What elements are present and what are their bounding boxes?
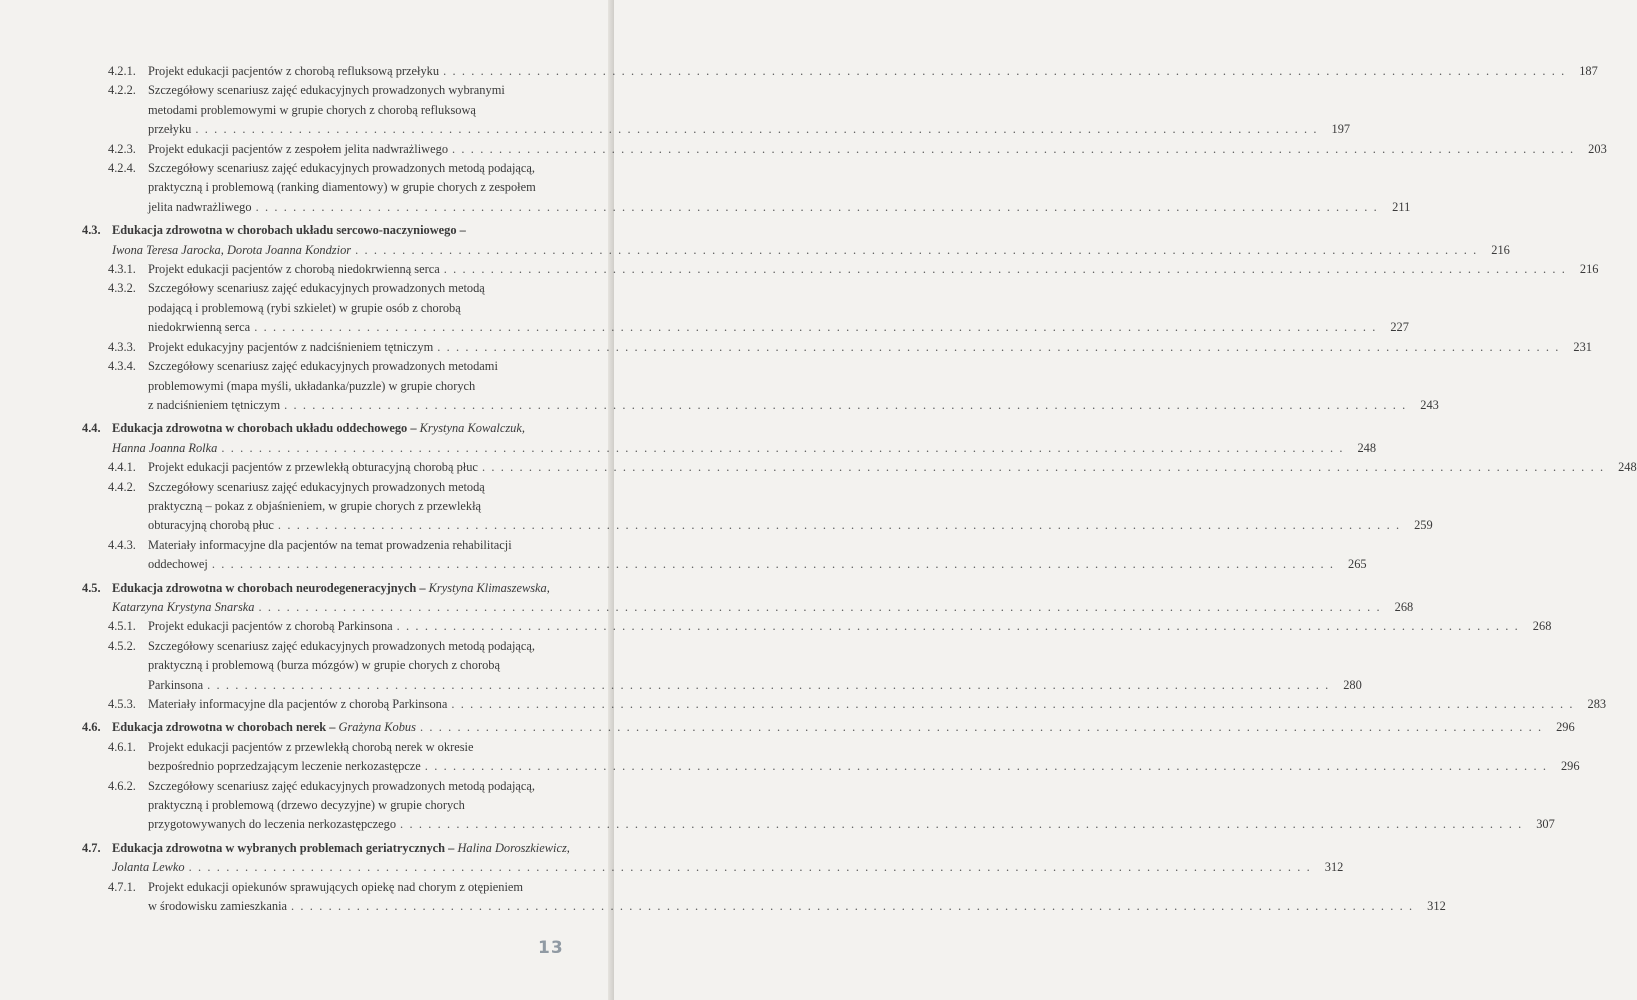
toc-entry-line: praktyczną i problemową (drzewo decyzyjne) w grupie chorych (148, 798, 465, 813)
toc-entry-line: Szczegółowy scenariusz zajęć edukacyjnych prowadzonych wybranymi (148, 83, 505, 98)
toc-entry (82, 579, 1414, 618)
toc-entry-title: obturacyjną chorobą płuc (148, 518, 274, 533)
toc-entry-line: praktyczną – pokaz z objaśnieniem, w grupie chorych z przewlekłą (148, 498, 482, 513)
toc-entry-page: 203 (1588, 141, 1607, 156)
toc-entry-line: podającą i problemową (rybi szkielet) w grupie osób z chorobą (148, 300, 461, 315)
toc-entry-page: 296 (1560, 759, 1580, 774)
toc-leader-dots: . . . . . . . . . . . . . . . . . . . . . . . . . . . . . . . . . . . . . . . . . . . . . . . . . . . . . . . . . . . . . . . . . . . . . . . . . . . . . . . . . . . . . . . . . . . . . . . . . . . . . . . . . . . . . . . . . . . . . . . . (443, 262, 1567, 277)
toc-entry-line: Edukacja zdrowotna w wybranych problemach geriatrycznych – Halina Doroszkiewicz, (112, 840, 570, 855)
toc-entry-title: Projekt edukacji pacjentów z chorobą refluksową przełyku (148, 64, 440, 78)
toc-entry (108, 695, 1607, 714)
toc-entry-page: 187 (1579, 64, 1598, 78)
toc-entry-number: 4.4.1. (108, 460, 136, 475)
toc-entry (108, 81, 1351, 139)
toc-entry (108, 140, 1607, 159)
toc-entry-number: 4.2.2. (108, 83, 136, 98)
toc-leader-dots: . . . . . . . . . . . . . . . . . . . . . . . . . . . . . . . . . . . . . . . . . . . . . . . . . . . . . . . . . . . . . . . . . . . . . . . . . . . . . . . . . . . . . . . . . . . . . . . . . . . . . . . . . . . . . . . . . . . . . . . . (221, 440, 1345, 455)
toc-entry-title: Iwona Teresa Jarocka, Dorota Joanna Kondzior (112, 242, 352, 257)
toc-entry-number: 4.7.1. (108, 879, 136, 894)
toc-entry (82, 718, 1575, 737)
toc-entry-title: jelita nadwrażliwego (148, 199, 252, 214)
toc-entry-line: Projekt edukacji pacjentów z przewlekłą chorobą nerek w okresie (148, 739, 474, 754)
toc-entry-title: Projekt edukacji pacjentów z zespołem jelita nadwrażliwego (148, 141, 449, 156)
toc-entry-page: 307 (1536, 817, 1555, 832)
table-of-contents (0, 62, 1637, 916)
toc-entry-number: 4.2.1. (108, 64, 136, 78)
toc-entry-line: Szczegółowy scenariusz zajęć edukacyjnych prowadzonych metodą podającą, (148, 778, 536, 793)
toc-entry (108, 878, 1446, 917)
toc-leader-dots: . . . . . . . . . . . . . . . . . . . . . . . . . . . . . . . . . . . . . . . . . . . . . . . . . . . . . . . . . . . . . . . . . . . . . . . . . . . . . . . . . . . . . . . . . . . . . . . . . . . . . . . . . . . . . . . . . . . . . . . . (419, 720, 1543, 735)
toc-leader-dots: . . . . . . . . . . . . . . . . . . . . . . . . . . . . . . . . . . . . . . . . . . . . . . . . . . . . . . . . . . . . . . . . . . . . . . . . . . . . . . . . . . . . . . . . . . . . . . . . . . . . . . . . . . . . . . . . . . . . . . . . (452, 141, 1575, 156)
toc-leader-dots: . . . . . . . . . . . . . . . . . . . . . . . . . . . . . . . . . . . . . . . . . . . . . . . . . . . . . . . . . . . . . . . . . . . . . . . . . . . . . . . . . . . . . . . . . . . . . . . . . . . . . . . . . . . . . . . . . . . . . . . . (443, 64, 1566, 78)
toc-entry (108, 458, 1637, 477)
toc-entry (108, 260, 1599, 279)
toc-entry-number: 4.3.3. (108, 339, 136, 354)
toc-entry-number: 4.4. (82, 421, 101, 436)
toc-entry-page: 296 (1556, 720, 1575, 735)
toc-leader-dots: . . . . . . . . . . . . . . . . . . . . . . . . . . . . . . . . . . . . . . . . . . . . . . . . . . . . . . . . . . . . . . . . . . . . . . . . . . . . . . . . . . . . . . . . . . . . . . . . . . . . . . . . . . . . . . . . . . . . . . . . (437, 339, 1560, 354)
toc-entry (108, 62, 1598, 81)
toc-entry (108, 357, 1439, 415)
toc-entry-page: 216 (1491, 242, 1510, 257)
toc-entry-page: 280 (1343, 677, 1362, 692)
toc-entry-title: Projekt edukacji pacjentów z chorobą niedokrwienną serca (148, 262, 440, 277)
toc-entry-page: 283 (1587, 697, 1607, 711)
toc-entry (108, 159, 1411, 217)
toc-entry-page: 227 (1390, 320, 1409, 335)
toc-entry (108, 777, 1555, 835)
toc-leader-dots: . . . . . . . . . . . . . . . . . . . . . . . . . . . . . . . . . . . . . . . . . . . . . . . . . . . . . . . . . . . . . . . . . . . . . . . . . . . . . . . . . . . . . . . . . . . . . . . . . . . . . . . . . . . . . . . . . . . . . . . . (255, 199, 1379, 214)
toc-entry-number: 4.5.3. (108, 697, 136, 711)
toc-entry-number: 4.4.3. (108, 537, 136, 552)
toc-entry (108, 536, 1367, 575)
page-number: 13 (538, 938, 564, 958)
toc-entry-page: 231 (1573, 339, 1592, 354)
toc-entry (82, 419, 1377, 458)
toc-entry-number: 4.4.2. (108, 479, 136, 494)
toc-leader-dots: . . . . . . . . . . . . . . . . . . . . . . . . . . . . . . . . . . . . . . . . . . . . . . . . . . . . . . . . . . . . . . . . . . . . . . . . . . . . . . . . . . . . . . . . . . . . . . . . . . . . . . . . . . . . . . . . . . . . . . . . (400, 817, 1523, 832)
toc-entry-title: z nadciśnieniem tętniczym (148, 397, 281, 412)
toc-entry-line: problemowymi (mapa myśli, układanka/puzzle) w grupie chorych (148, 378, 476, 393)
toc-entry-page: 268 (1394, 599, 1414, 614)
toc-entry-line: Szczegółowy scenariusz zajęć edukacyjnych prowadzonych metodą (148, 479, 485, 494)
toc-leader-dots: . . . . . . . . . . . . . . . . . . . . . . . . . . . . . . . . . . . . . . . . . . . . . . . . . . . . . . . . . . . . . . . . . . . . . . . . . . . . . . . . . . . . . . . . . . . . . . . . . . . . . . . . . . . . . . . . . . . . . . . . (396, 619, 1520, 634)
toc-entry-title: Jolanta Lewko (112, 860, 185, 875)
toc-entry-number: 4.3.4. (108, 359, 136, 374)
toc-entry-line: Szczegółowy scenariusz zajęć edukacyjnych prowadzonych metodą (148, 281, 485, 296)
toc-leader-dots: . . . . . . . . . . . . . . . . . . . . . . . . . . . . . . . . . . . . . . . . . . . . . . . . . . . . . . . . . . . . . . . . . . . . . . . . . . . . . . . . . . . . . . . . . . . . . . . . . . . . . . . . . . . . . . . . . . . . . . . . (291, 899, 1414, 914)
toc-entry-title: Materiały informacyjne dla pacjentów z chorobą Parkinsona (148, 697, 448, 711)
toc-entry-line: Edukacja zdrowotna w chorobach układu sercowo-naczyniowego – (112, 223, 466, 238)
toc-entry-title: w środowisku zamieszkania (148, 899, 288, 914)
toc-entry-line: Edukacja zdrowotna w chorobach układu oddechowego – Krystyna Kowalczuk, (112, 421, 525, 436)
toc-entry (108, 637, 1362, 695)
toc-entry-title: oddechowej (148, 557, 208, 572)
toc-entry-page: 268 (1532, 619, 1552, 634)
toc-leader-dots: . . . . . . . . . . . . . . . . . . . . . . . . . . . . . . . . . . . . . . . . . . . . . . . . . . . . . . . . . . . . . . . . . . . . . . . . . . . . . . . . . . . . . . . . . . . . . . . . . . . . . . . . . . . . . . . . . . . . . . . . (284, 397, 1407, 412)
toc-entry-number: 4.7. (82, 840, 101, 855)
toc-entry-page: 211 (1392, 199, 1411, 214)
toc-entry (108, 338, 1592, 357)
toc-entry-line: Materiały informacyjne dla pacjentów na temat prowadzenia rehabilitacji (148, 537, 512, 552)
toc-entry-page: 197 (1331, 122, 1351, 137)
toc-entry-line: Projekt edukacji opiekunów sprawujących opiekę nad chorym z otępieniem (148, 879, 524, 894)
toc-leader-dots: . . . . . . . . . . . . . . . . . . . . . . . . . . . . . . . . . . . . . . . . . . . . . . . . . . . . . . . . . . . . . . . . . . . . . . . . . . . . . . . . . . . . . . . . . . . . . . . . . . . . . . . . . . . . . . . . . . . . . . . . (355, 242, 1478, 257)
toc-entry-number: 4.3.1. (108, 262, 136, 277)
toc-leader-dots: . . . . . . . . . . . . . . . . . . . . . . . . . . . . . . . . . . . . . . . . . . . . . . . . . . . . . . . . . . . . . . . . . . . . . . . . . . . . . . . . . . . . . . . . . . . . . . . . . . . . . . . . . . . . . . . . . . . . . . . . (207, 677, 1330, 692)
toc-entry (108, 738, 1580, 777)
toc-entry-number: 4.5.1. (108, 619, 136, 634)
toc-entry (82, 839, 1344, 878)
toc-entry-number: 4.6.2. (108, 778, 136, 793)
toc-entry-line: Edukacja zdrowotna w chorobach neurodegeneracyjnych – Krystyna Klimaszewska, (112, 580, 550, 595)
toc-entry-title: Parkinsona (148, 677, 204, 692)
toc-entry-page: 259 (1414, 518, 1433, 533)
toc-entry-page: 243 (1420, 397, 1439, 412)
toc-entry-number: 4.2.3. (108, 141, 136, 156)
toc-entry-page: 312 (1427, 899, 1446, 914)
toc-entry-title: Projekt edukacji pacjentów z chorobą Parkinsona (148, 619, 393, 634)
toc-entry-title: Edukacja zdrowotna w chorobach nerek – Grażyna Kobus (112, 720, 416, 735)
toc-entry-number: 4.5.2. (108, 638, 136, 653)
toc-leader-dots: . . . . . . . . . . . . . . . . . . . . . . . . . . . . . . . . . . . . . . . . . . . . . . . . . . . . . . . . . . . . . . . . . . . . . . . . . . . . . . . . . . . . . . . . . . . . . . . . . . . . . . . . . . . . . . . . . . . . . . . . (258, 599, 1382, 614)
toc-entry-line: metodami problemowymi w grupie chorych z chorobą refluksową (148, 102, 476, 117)
toc-entry-title: przełyku (148, 122, 192, 137)
toc-entry (108, 279, 1409, 337)
toc-entry-title: niedokrwienną serca (148, 320, 251, 335)
toc-entry (108, 478, 1433, 536)
toc-entry-number: 4.5. (82, 580, 101, 595)
toc-entry-number: 4.3. (82, 223, 101, 238)
toc-entry-number: 4.3.2. (108, 281, 136, 296)
toc-leader-dots: . . . . . . . . . . . . . . . . . . . . . . . . . . . . . . . . . . . . . . . . . . . . . . . . . . . . . . . . . . . . . . . . . . . . . . . . . . . . . . . . . . . . . . . . . . . . . . . . . . . . . . . . . . . . . . . . . . . . . . . . (277, 518, 1401, 533)
toc-entry-page: 265 (1348, 557, 1367, 572)
toc-entry (82, 221, 1510, 260)
toc-entry-page: 216 (1579, 262, 1599, 277)
toc-entry-page: 248 (1618, 460, 1637, 475)
toc-leader-dots: . . . . . . . . . . . . . . . . . . . . . . . . . . . . . . . . . . . . . . . . . . . . . . . . . . . . . . . . . . . . . . . . . . . . . . . . . . . . . . . . . . . . . . . . . . . . . . . . . . . . . . . . . . . . . . . . . . . . . . . . (211, 557, 1335, 572)
toc-entry-number: 4.6.1. (108, 739, 136, 754)
toc-entry-number: 4.6. (82, 720, 101, 735)
toc-entry-title: Projekt edukacji pacjentów z przewlekłą obturacyjną chorobą płuc (148, 460, 478, 475)
toc-entry-line: Szczegółowy scenariusz zajęć edukacyjnych prowadzonych metodą podającą, (148, 638, 536, 653)
toc-leader-dots: . . . . . . . . . . . . . . . . . . . . . . . . . . . . . . . . . . . . . . . . . . . . . . . . . . . . . . . . . . . . . . . . . . . . . . . . . . . . . . . . . . . . . . . . . . . . . . . . . . . . . . . . . . . . . . . . . . . . . . . . (195, 122, 1319, 137)
toc-entry-title: przygotowywanych do leczenia nerkozastępczego (148, 817, 397, 832)
toc-entry-page: 248 (1357, 440, 1377, 455)
toc-entry-line: Szczegółowy scenariusz zajęć edukacyjnych prowadzonych metodą podającą, (148, 161, 536, 176)
toc-entry-line: praktyczną i problemową (burza mózgów) w grupie chorych z chorobą (148, 658, 500, 673)
toc-entry-number: 4.2.4. (108, 161, 136, 176)
toc-entry-title: Hanna Joanna Rolka (112, 440, 218, 455)
toc-entry-title: Katarzyna Krystyna Snarska (112, 599, 255, 614)
toc-leader-dots: . . . . . . . . . . . . . . . . . . . . . . . . . . . . . . . . . . . . . . . . . . . . . . . . . . . . . . . . . . . . . . . . . . . . . . . . . . . . . . . . . . . . . . . . . . . . . . . . . . . . . . . . . . . . . . . . . . . . . . . . (451, 697, 1575, 711)
toc-leader-dots: . . . . . . . . . . . . . . . . . . . . . . . . . . . . . . . . . . . . . . . . . . . . . . . . . . . . . . . . . . . . . . . . . . . . . . . . . . . . . . . . . . . . . . . . . . . . . . . . . . . . . . . . . . . . . . . . . . . . . . . . (424, 759, 1548, 774)
toc-entry-line: Szczegółowy scenariusz zajęć edukacyjnych prowadzonych metodami (148, 359, 498, 374)
toc-entry-line: praktyczną i problemową (ranking diamentowy) w grupie chorych z zespołem (148, 180, 536, 195)
toc-entry-title: Projekt edukacyjny pacjentów z nadciśnieniem tętniczym (148, 339, 434, 354)
toc-entry-title: bezpośrednio poprzedzającym leczenie nerkozastępcze (148, 759, 421, 774)
toc-entry (108, 617, 1552, 636)
toc-entry-page: 312 (1324, 860, 1344, 875)
toc-leader-dots: . . . . . . . . . . . . . . . . . . . . . . . . . . . . . . . . . . . . . . . . . . . . . . . . . . . . . . . . . . . . . . . . . . . . . . . . . . . . . . . . . . . . . . . . . . . . . . . . . . . . . . . . . . . . . . . . . . . . . . . . (188, 860, 1312, 875)
toc-leader-dots: . . . . . . . . . . . . . . . . . . . . . . . . . . . . . . . . . . . . . . . . . . . . . . . . . . . . . . . . . . . . . . . . . . . . . . . . . . . . . . . . . . . . . . . . . . . . . . . . . . . . . . . . . . . . . . . . . . . . . . . . (254, 320, 1377, 335)
toc-leader-dots: . . . . . . . . . . . . . . . . . . . . . . . . . . . . . . . . . . . . . . . . . . . . . . . . . . . . . . . . . . . . . . . . . . . . . . . . . . . . . . . . . . . . . . . . . . . . . . . . . . . . . . . . . . . . . . . . . . . . . . . . (481, 460, 1605, 475)
